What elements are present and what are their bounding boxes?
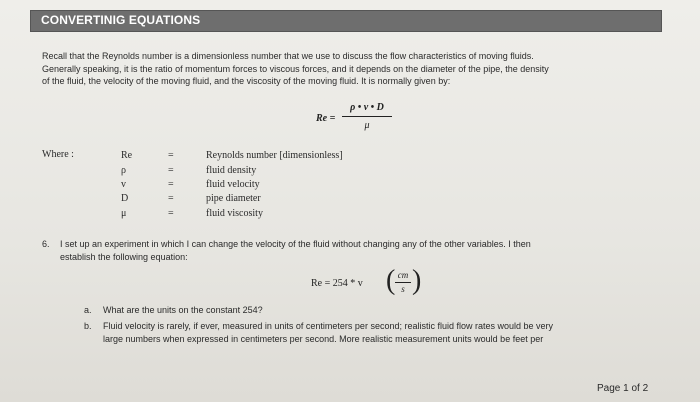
equals-sign: = xyxy=(168,150,174,161)
subquestion-line: large numbers when expressed in centimeters per second. More realistic measurement units would be feet per xyxy=(103,333,544,344)
formula-denominator: μ xyxy=(364,120,370,131)
fraction-bar xyxy=(342,116,392,117)
formula-lhs: Re = 254 * v xyxy=(311,278,363,289)
variable-description: pipe diameter xyxy=(206,193,261,204)
subquestion-text xyxy=(103,320,663,345)
where-label: Where : xyxy=(42,149,74,160)
equals-sign: = xyxy=(168,208,174,219)
variable-description: fluid velocity xyxy=(206,179,260,190)
modified-reynolds-formula xyxy=(311,265,422,300)
section-header xyxy=(30,10,662,32)
formula-lhs: Re = xyxy=(316,113,336,124)
unit-numerator: cm xyxy=(397,270,409,280)
reynolds-formula xyxy=(316,102,406,136)
intro-line: Generally speaking, it is the ratio of momentum forces to viscous forces, and it depends on the diameter of the pipe, the density xyxy=(42,63,549,74)
page-number: Page 1 of 2 xyxy=(597,383,649,394)
formula-numerator: ρ • v • D xyxy=(350,102,384,113)
variable-description: Reynolds number [dimensionless] xyxy=(206,150,343,161)
question-number: 6. xyxy=(42,239,50,249)
subquestion-text xyxy=(103,304,663,317)
intro-line: of the fluid, the velocity of the moving fluid, and the viscosity of the moving fluid. It is normally given by: xyxy=(42,76,451,86)
intro-paragraph xyxy=(42,50,662,88)
subquestion-label: a. xyxy=(84,305,92,315)
subquestion-line: What are the units on the constant 254? xyxy=(103,305,263,315)
unit-denominator: s xyxy=(401,284,405,294)
question-line: establish the following equation: xyxy=(60,251,188,262)
variable-symbol: ρ xyxy=(121,165,126,176)
equals-sign: = xyxy=(168,165,174,176)
variable-description: fluid density xyxy=(206,165,257,176)
variable-symbol: Re xyxy=(121,150,133,161)
question-line: I set up an experiment in which I can change the velocity of the fluid without changing any of the other variables. I then xyxy=(60,239,531,249)
variable-symbol: v xyxy=(121,179,126,190)
fraction-bar xyxy=(395,282,411,283)
subquestion-label: b. xyxy=(84,321,92,331)
intro-line: Recall that the Reynolds number is a dimensionless number that we use to discuss the flow characteristics of moving fluids. xyxy=(42,51,534,61)
variable-symbol: D xyxy=(121,193,129,204)
variable-symbol: μ xyxy=(121,208,127,219)
variable-description: fluid viscosity xyxy=(206,208,263,219)
section-title: CONVERTINIG EQUATIONS xyxy=(41,13,201,27)
subquestion-line: Fluid velocity is rarely, if ever, measured in units of centimeters per second; realistic fluid flow rates would be very xyxy=(103,321,554,331)
equals-sign: = xyxy=(168,193,174,204)
right-paren: ) xyxy=(412,265,422,296)
left-paren: ( xyxy=(386,265,396,296)
question-text xyxy=(60,238,660,263)
equals-sign: = xyxy=(168,179,174,190)
